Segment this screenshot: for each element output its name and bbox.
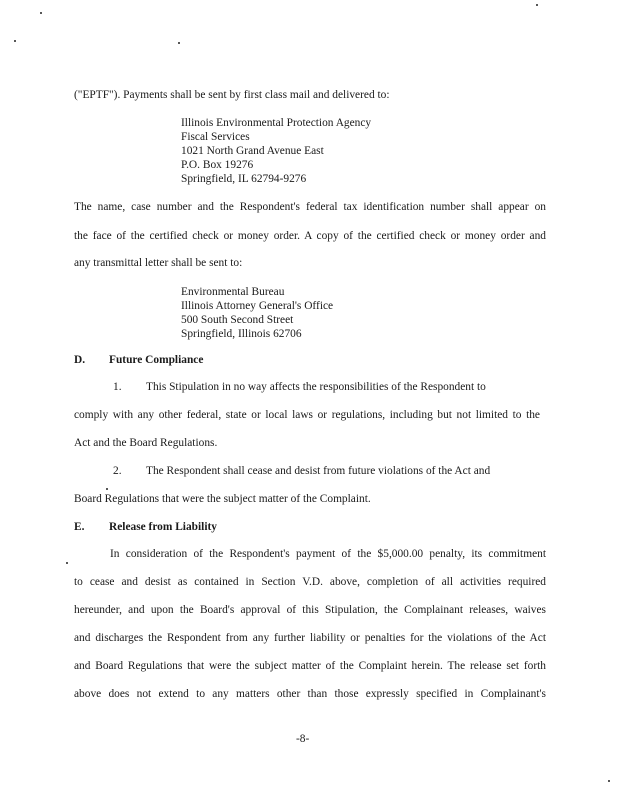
payment-line: ("EPTF"). Payments shall be sent by first class mail and delivered to: xyxy=(74,89,390,101)
scan-speck xyxy=(66,562,68,564)
scan-speck xyxy=(40,12,42,14)
paragraph-line: above does not extend to any matters other than those expressly specified in Complainant's xyxy=(74,688,546,700)
paragraph-line: Board Regulations that were the subject matter of the Complaint. xyxy=(74,493,371,505)
page-number: -8- xyxy=(296,733,310,745)
address-line: Illinois Attorney General's Office xyxy=(181,300,334,312)
paragraph-line: The name, case number and the Respondent's federal tax identification number shall appear on xyxy=(74,201,546,213)
address-line: Springfield, IL 62794-9276 xyxy=(181,173,307,185)
item-number: 2. xyxy=(113,465,122,477)
section-e-letter: E. xyxy=(74,521,85,533)
paragraph-line: any transmittal letter shall be sent to: xyxy=(74,257,243,269)
scan-speck xyxy=(178,42,180,44)
address-line: Environmental Bureau xyxy=(181,286,285,298)
section-d-letter: D. xyxy=(74,354,86,366)
address-line: P.O. Box 19276 xyxy=(181,159,254,171)
paragraph-line: This Stipulation in no way affects the responsibilities of the Respondent to xyxy=(146,381,486,393)
scan-speck xyxy=(106,488,108,490)
section-e-title: Release from Liability xyxy=(109,521,217,533)
paragraph-line: the face of the certified check or money order. A copy of the certified check or money order and xyxy=(74,230,546,242)
address-line: Springfield, Illinois 62706 xyxy=(181,328,302,340)
paragraph-line: to cease and desist as contained in Section V.D. above, completion of all activities required xyxy=(74,576,546,588)
address-line: 1021 North Grand Avenue East xyxy=(181,145,324,157)
paragraph-line: and Board Regulations that were the subject matter of the Complaint herein. The release set forth xyxy=(74,660,546,672)
paragraph-line: In consideration of the Respondent's payment of the $5,000.00 penalty, its commitment xyxy=(110,548,546,560)
item-number: 1. xyxy=(113,381,122,393)
paragraph-line: The Respondent shall cease and desist from future violations of the Act and xyxy=(146,465,491,477)
paragraph-line: Act and the Board Regulations. xyxy=(74,437,218,449)
scan-speck xyxy=(608,780,610,782)
scan-speck xyxy=(536,4,538,6)
paragraph-line: comply with any other federal, state or local laws or regulations, including but not limited to the xyxy=(74,409,540,421)
address-line: 500 South Second Street xyxy=(181,314,294,326)
address-line: Illinois Environmental Protection Agency xyxy=(181,117,372,129)
address-line: Fiscal Services xyxy=(181,131,250,143)
scan-speck xyxy=(14,40,16,42)
paragraph-line: and discharges the Respondent from any further liability or penalties for the violations of the Act xyxy=(74,632,546,644)
paragraph-line: hereunder, and upon the Board's approval of this Stipulation, the Complainant releases, waives xyxy=(74,604,546,616)
section-d-title: Future Compliance xyxy=(109,354,204,366)
